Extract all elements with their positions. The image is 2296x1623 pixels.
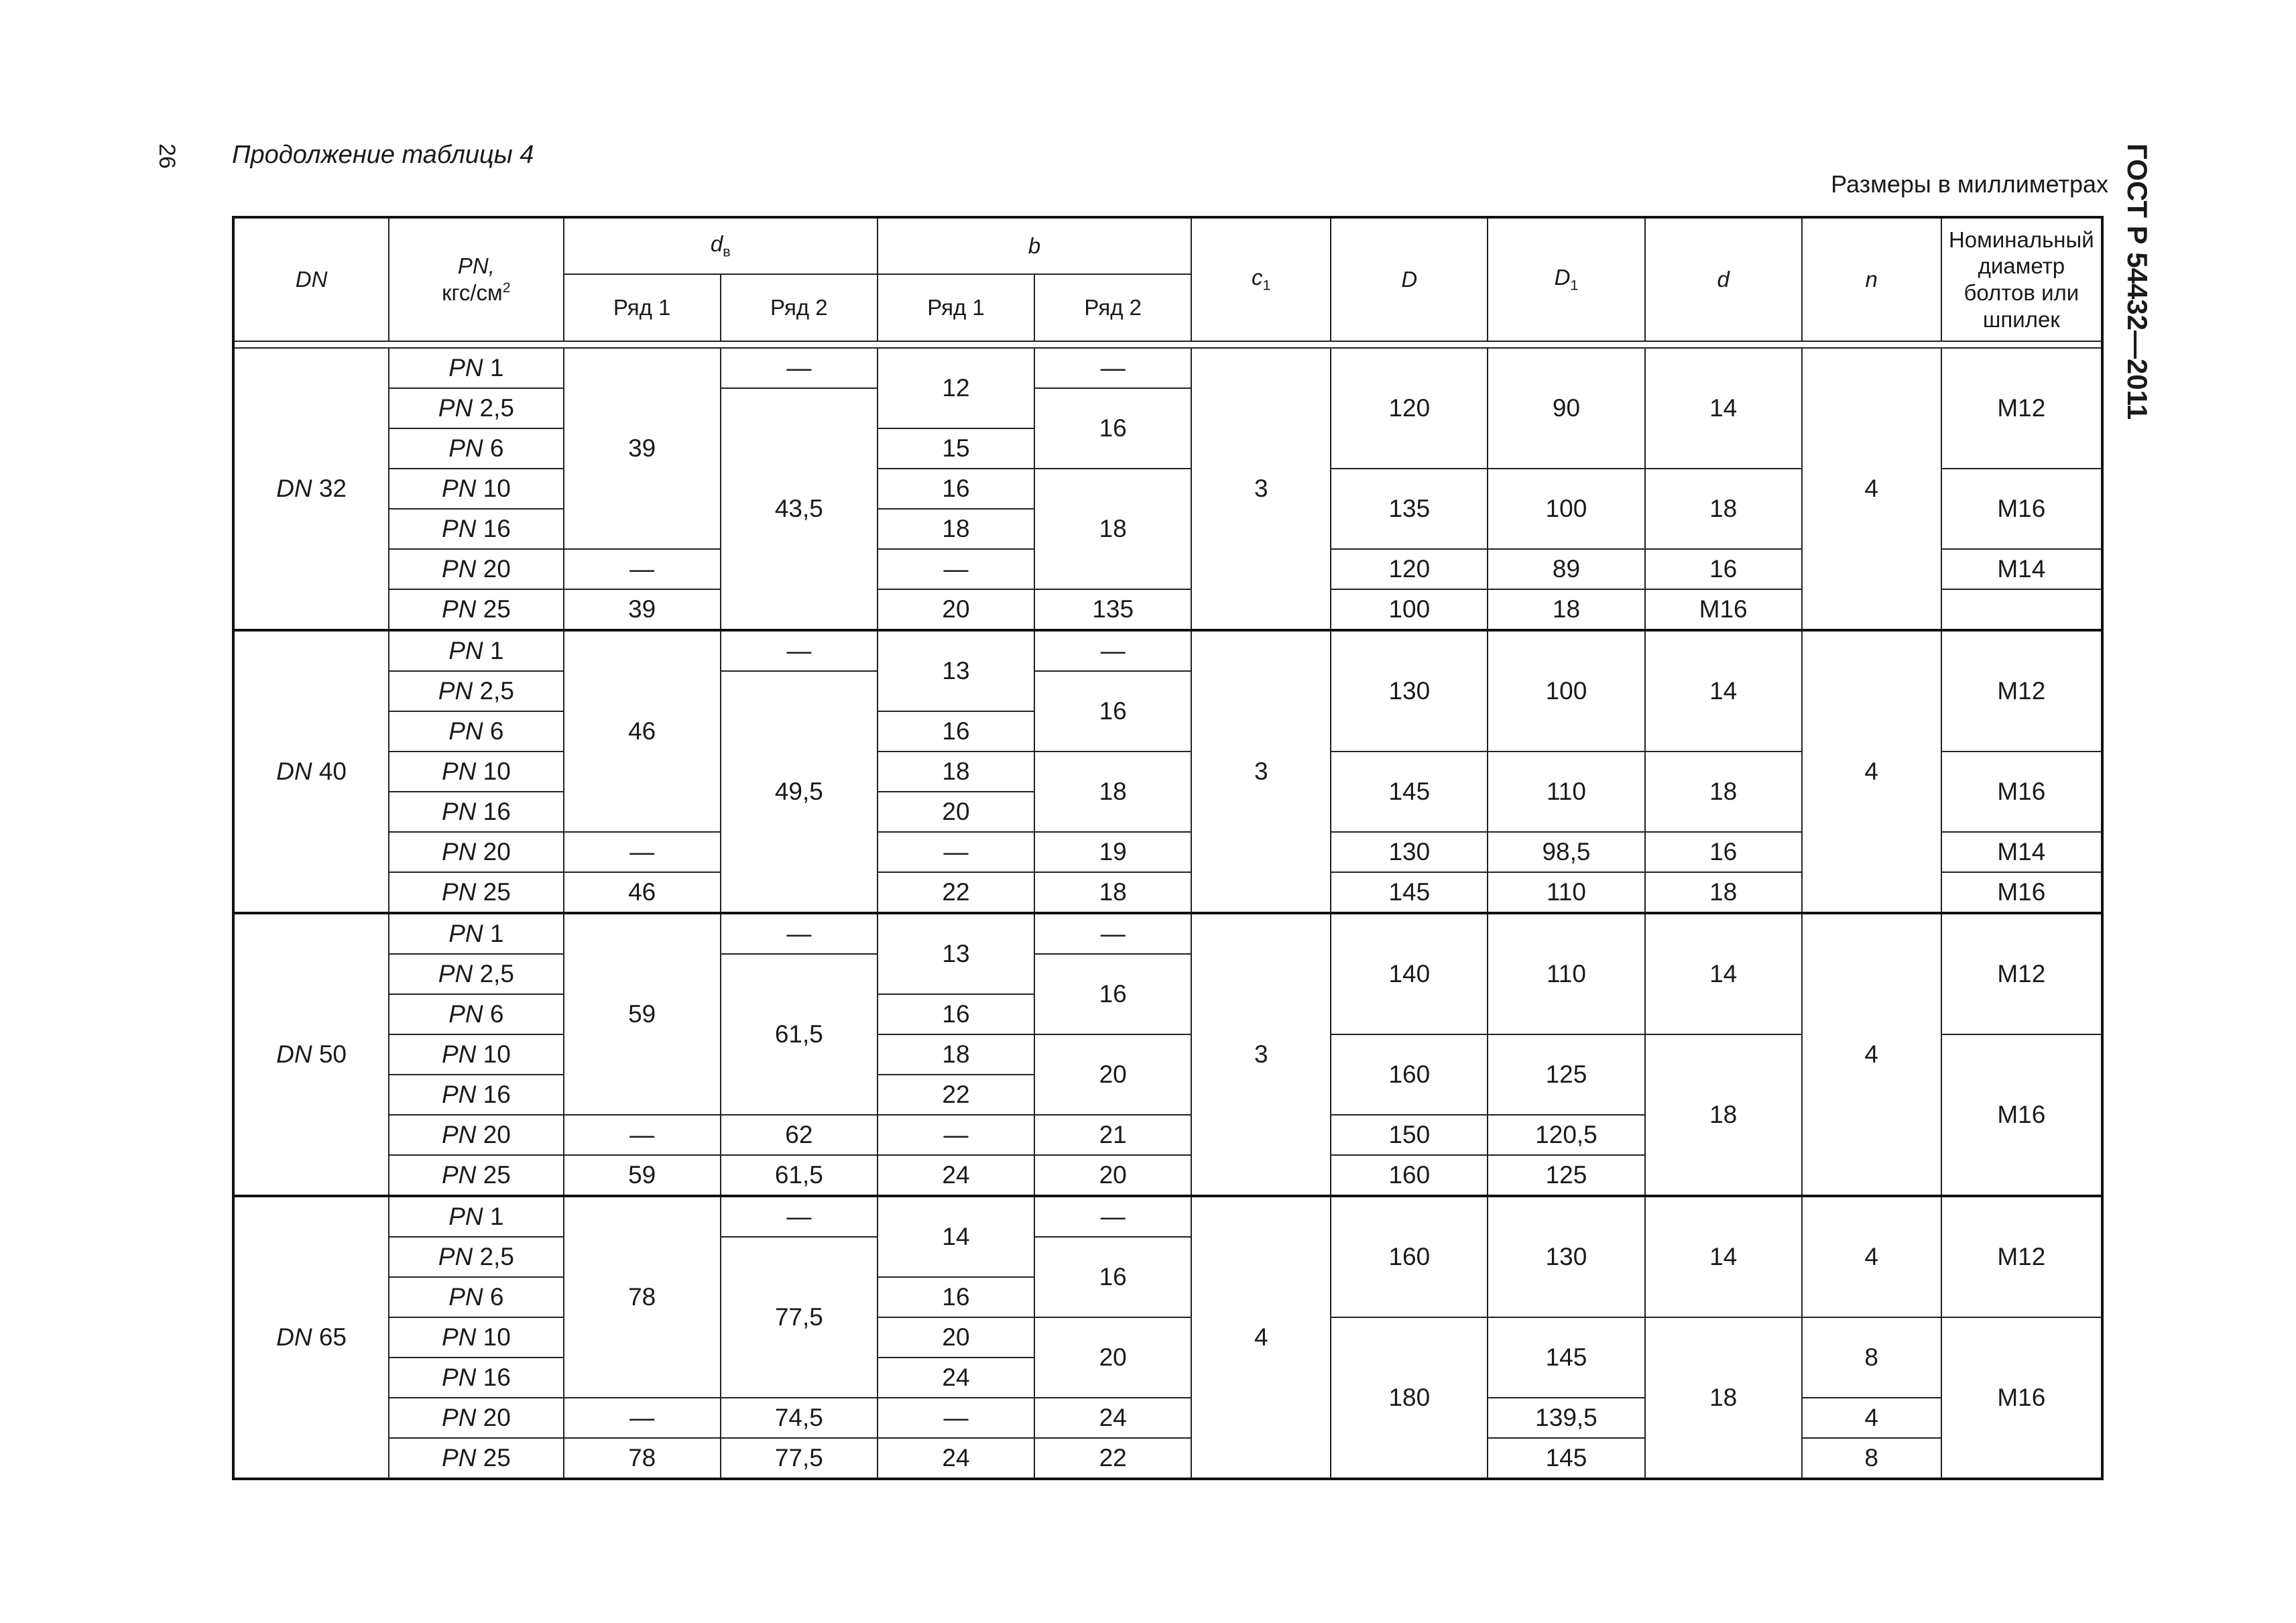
dv1-cell: 59 xyxy=(564,913,721,1115)
pn-cell xyxy=(389,589,563,630)
D1-cell: 145 xyxy=(1488,1317,1644,1398)
n-cell: 8 xyxy=(1802,1438,1941,1479)
b2-cell: 16 xyxy=(1034,1237,1191,1317)
pn-prefix: PN xyxy=(448,434,483,462)
pn-prefix: PN xyxy=(438,394,473,422)
b2-cell: — xyxy=(1034,348,1191,388)
pn-prefix: PN xyxy=(448,354,483,381)
table-row xyxy=(233,1317,2102,1358)
n-cell: 4 xyxy=(1802,1196,1941,1317)
pn-cell xyxy=(389,711,563,752)
header-dv-row2: Ряд 2 xyxy=(721,274,878,341)
pn-prefix: PN xyxy=(441,878,477,906)
b1-cell: 18 xyxy=(878,752,1034,792)
b2-cell: — xyxy=(1034,913,1191,954)
c1-cell: 4 xyxy=(1191,1196,1331,1479)
standard-designation: ГОСТ Р 54432—2011 xyxy=(2122,143,2153,420)
dv1-cell: — xyxy=(564,549,721,589)
d-cell: 14 xyxy=(1645,1196,1802,1317)
b1-cell: 16 xyxy=(878,711,1034,752)
b1-cell: 15 xyxy=(878,428,1034,469)
b1-cell: 12 xyxy=(878,348,1034,428)
b1-cell: 20 xyxy=(878,1317,1034,1358)
pn-prefix: PN xyxy=(441,1121,477,1148)
dv1-cell: 46 xyxy=(564,872,721,913)
pn-cell xyxy=(389,752,563,792)
d-cell: 16 xyxy=(1645,832,1802,872)
pn-value: 16 xyxy=(476,1081,511,1108)
header-dn: DN xyxy=(233,217,389,341)
pn-value: 2,5 xyxy=(473,960,514,987)
d-cell: 18 xyxy=(1645,872,1802,913)
D-cell: 145 xyxy=(1331,872,1488,913)
D-cell: 120 xyxy=(1331,348,1488,469)
pn-value: 20 xyxy=(476,1121,511,1148)
pn-value: 20 xyxy=(476,838,511,865)
pn-prefix: PN xyxy=(448,637,483,664)
pn-cell xyxy=(389,549,563,589)
b1-cell: 13 xyxy=(878,630,1034,711)
pn-cell xyxy=(389,671,563,711)
dv2-cell: 43,5 xyxy=(721,388,878,630)
pn-value: 6 xyxy=(483,1000,504,1028)
dv1-cell: 39 xyxy=(564,589,721,630)
pn-prefix: PN xyxy=(438,960,473,987)
pn-prefix: PN xyxy=(448,1283,483,1311)
b2-cell: 24 xyxy=(1034,1398,1191,1438)
pn-value: 10 xyxy=(476,1323,511,1351)
D-cell: 160 xyxy=(1331,1196,1488,1317)
header-separator xyxy=(233,341,2102,348)
pn-cell xyxy=(389,792,563,832)
D-cell: 150 xyxy=(1331,1115,1488,1155)
bolt-cell: М12 xyxy=(1941,913,2102,1034)
d-cell: 18 xyxy=(1645,752,1802,832)
D1-cell: 98,5 xyxy=(1488,832,1644,872)
dv2-cell: 77,5 xyxy=(721,1438,878,1479)
b2-cell: 20 xyxy=(1034,1034,1191,1115)
flange-dimensions-table xyxy=(232,216,2104,1480)
D-cell: 130 xyxy=(1331,630,1488,752)
b1-cell: 24 xyxy=(878,1358,1034,1398)
pn-cell xyxy=(389,832,563,872)
bolt-cell: М16 xyxy=(1941,872,2102,913)
header-b-row1: Ряд 1 xyxy=(878,274,1034,341)
header-dv-row1: Ряд 1 xyxy=(564,274,721,341)
c1-cell: 3 xyxy=(1191,913,1331,1196)
dv2-cell: — xyxy=(721,630,878,671)
header-n: n xyxy=(1802,217,1941,341)
pn-prefix: PN xyxy=(441,1364,477,1391)
pn-cell xyxy=(389,509,563,549)
pn-value: 10 xyxy=(476,1040,511,1068)
bolt-cell: М16 xyxy=(1941,752,2102,832)
pn-value: 25 xyxy=(476,595,511,623)
b1-cell: 22 xyxy=(878,1075,1034,1115)
b2-cell: 20 xyxy=(1034,1155,1191,1196)
D-cell: 130 xyxy=(1331,832,1488,872)
header-D1: $D_1$ xyxy=(1488,217,1644,341)
pn-value: 6 xyxy=(483,1283,504,1311)
table-caption: Продолжение таблицы 4 xyxy=(232,141,534,169)
pn-value: 1 xyxy=(483,920,504,947)
pn-prefix: PN xyxy=(448,1000,483,1028)
pn-cell xyxy=(389,1115,563,1155)
b2-cell: — xyxy=(1034,1196,1191,1237)
n-cell: 4 xyxy=(1802,913,1941,1196)
dv2-cell: — xyxy=(721,348,878,388)
bolt-cell: М16 xyxy=(1941,469,2102,549)
b2-cell: 21 xyxy=(1034,1115,1191,1155)
header-pn: PN, кгс/$см^2$ xyxy=(389,217,563,341)
D1-cell: 130 xyxy=(1488,1196,1644,1317)
pn-cell xyxy=(389,1034,563,1075)
b1-cell: 24 xyxy=(878,1155,1034,1196)
table-row xyxy=(233,913,2102,954)
header-d: d xyxy=(1645,217,1802,341)
D1-cell: 125 xyxy=(1488,1155,1644,1196)
pn-prefix: PN xyxy=(441,1444,477,1471)
d-cell: 18 xyxy=(1645,1034,1802,1196)
b2-cell: 16 xyxy=(1034,954,1191,1034)
b1-cell: 24 xyxy=(878,1438,1034,1479)
D1-cell: 139,5 xyxy=(1488,1398,1644,1438)
bolt-cell: М16 xyxy=(1645,589,1802,630)
b2-cell: 16 xyxy=(1034,671,1191,752)
pn-prefix: PN xyxy=(448,920,483,947)
D1-cell: 90 xyxy=(1488,348,1644,469)
bolt-cell: М14 xyxy=(1941,549,2102,589)
pn-value: 2,5 xyxy=(473,1243,514,1270)
pn-value: 16 xyxy=(476,1364,511,1391)
D-cell: 120 xyxy=(1331,549,1488,589)
pn-cell xyxy=(389,428,563,469)
D1-cell: 100 xyxy=(1331,589,1488,630)
D-cell: 140 xyxy=(1331,913,1488,1034)
pn-value: 1 xyxy=(483,637,504,664)
D-cell: 135 xyxy=(1034,589,1191,630)
bolt-cell: М16 xyxy=(1941,1317,2102,1479)
table-row xyxy=(233,1196,2102,1237)
D-cell: 135 xyxy=(1331,469,1488,549)
b2-cell: 18 xyxy=(1034,872,1191,913)
header-bolt-diameter: Номинальный диаметр болтов или шпилек xyxy=(1941,217,2102,341)
b1-cell: 20 xyxy=(878,792,1034,832)
pn-cell xyxy=(389,1358,563,1398)
dv2-cell: — xyxy=(721,1196,878,1237)
pn-prefix: PN xyxy=(441,1404,477,1431)
pn-value: 10 xyxy=(476,758,511,785)
D1-cell: 120,5 xyxy=(1488,1115,1644,1155)
b1-cell: 22 xyxy=(878,872,1034,913)
d-cell: 16 xyxy=(1645,549,1802,589)
header-D: D xyxy=(1331,217,1488,341)
pn-prefix: PN xyxy=(441,1040,477,1068)
bolt-cell: М12 xyxy=(1941,348,2102,469)
table-row xyxy=(233,1398,2102,1438)
b1-cell: 16 xyxy=(878,994,1034,1034)
pn-value: 25 xyxy=(476,1161,511,1189)
b1-cell: 14 xyxy=(878,1196,1034,1277)
units-note: Размеры в миллиметрах xyxy=(1831,170,2108,198)
b2-cell: 22 xyxy=(1034,1438,1191,1479)
header-c1: $c_1$ xyxy=(1191,217,1331,341)
dv1-cell: 78 xyxy=(564,1438,721,1479)
D1-cell: 89 xyxy=(1488,549,1644,589)
n-cell: 4 xyxy=(1802,348,1941,630)
D-cell: 180 xyxy=(1331,1317,1488,1479)
bolt-cell: М12 xyxy=(1941,630,2102,752)
dv1-cell: 46 xyxy=(564,630,721,832)
D1-cell: 110 xyxy=(1488,752,1644,832)
pn-cell xyxy=(389,913,563,954)
d-cell: 14 xyxy=(1645,630,1802,752)
pn-cell xyxy=(389,348,563,388)
dv1-cell: — xyxy=(564,832,721,872)
n-cell: 4 xyxy=(1802,1398,1941,1438)
pn-value: 6 xyxy=(483,717,504,745)
dn-cell: DN 65 xyxy=(233,1196,389,1479)
d-cell: 18 xyxy=(1488,589,1644,630)
dn-cell: DN 50 xyxy=(233,913,389,1196)
pn-cell xyxy=(389,630,563,671)
bolt-cell: М12 xyxy=(1941,1196,2102,1317)
pn-prefix: PN xyxy=(441,1323,477,1351)
pn-value: 20 xyxy=(476,1404,511,1431)
pn-value: 20 xyxy=(476,555,511,583)
b1-cell: 13 xyxy=(878,913,1034,994)
header-b: b xyxy=(878,217,1191,274)
n-cell: 4 xyxy=(1802,630,1941,913)
dv2-cell: 77,5 xyxy=(721,1237,878,1398)
b2-cell: 20 xyxy=(1034,1317,1191,1398)
D1-cell: 100 xyxy=(1488,469,1644,549)
pn-value: 2,5 xyxy=(473,394,514,422)
c1-cell: 3 xyxy=(1191,348,1331,630)
pn-cell xyxy=(389,1317,563,1358)
pn-cell xyxy=(389,994,563,1034)
pn-value: 25 xyxy=(476,878,511,906)
table-row xyxy=(233,348,2102,388)
pn-value: 2,5 xyxy=(473,677,514,705)
pn-prefix: PN xyxy=(438,677,473,705)
pn-value: 16 xyxy=(476,515,511,542)
dv1-cell: 78 xyxy=(564,1196,721,1398)
D1-cell: 100 xyxy=(1488,630,1644,752)
d-cell: 14 xyxy=(1645,913,1802,1034)
D1-cell: 110 xyxy=(1488,913,1644,1034)
n-cell: 8 xyxy=(1802,1317,1941,1398)
d-cell: 18 xyxy=(1645,469,1802,549)
b2-cell: 18 xyxy=(1034,469,1191,589)
pn-value: 1 xyxy=(483,354,504,381)
b1-cell: — xyxy=(878,1115,1034,1155)
pn-cell xyxy=(389,1277,563,1317)
pn-cell xyxy=(389,1237,563,1277)
d-cell: 14 xyxy=(1645,348,1802,469)
dv2-cell: 61,5 xyxy=(721,1155,878,1196)
D-cell: 160 xyxy=(1331,1034,1488,1115)
pn-value: 25 xyxy=(476,1444,511,1471)
dv2-cell: 74,5 xyxy=(721,1398,878,1438)
pn-prefix: PN xyxy=(441,555,477,583)
pn-cell xyxy=(389,469,563,509)
dv1-cell: — xyxy=(564,1115,721,1155)
pn-value: 6 xyxy=(483,434,504,462)
pn-prefix: PN xyxy=(441,475,477,502)
c1-cell: 3 xyxy=(1191,630,1331,913)
D-cell: 145 xyxy=(1331,752,1488,832)
b2-cell: 18 xyxy=(1034,752,1191,832)
d-cell: 18 xyxy=(1645,1317,1802,1479)
pn-cell xyxy=(389,1196,563,1237)
pn-cell xyxy=(389,1438,563,1479)
bolt-cell: М16 xyxy=(1941,1034,2102,1196)
pn-value: 16 xyxy=(476,798,511,825)
b2-cell: — xyxy=(1034,630,1191,671)
pn-cell xyxy=(389,1075,563,1115)
pn-cell xyxy=(389,1155,563,1196)
pn-prefix: PN xyxy=(441,1161,477,1189)
dv2-cell: 49,5 xyxy=(721,671,878,913)
dv2-cell: 62 xyxy=(721,1115,878,1155)
pn-prefix: PN xyxy=(448,717,483,745)
b1-cell: 18 xyxy=(878,509,1034,549)
b1-cell: 16 xyxy=(878,469,1034,509)
dn-cell: DN 40 xyxy=(233,630,389,913)
pn-value: 1 xyxy=(483,1203,504,1230)
D1-cell: 125 xyxy=(1488,1034,1644,1115)
dv1-cell: 39 xyxy=(564,348,721,549)
pn-value: 10 xyxy=(476,475,511,502)
pn-prefix: PN xyxy=(441,758,477,785)
b1-cell: — xyxy=(878,1398,1034,1438)
D-cell: 160 xyxy=(1331,1155,1488,1196)
page-number: 26 xyxy=(154,143,180,169)
pn-prefix: PN xyxy=(441,1081,477,1108)
header-b-row2: Ряд 2 xyxy=(1034,274,1191,341)
pn-cell xyxy=(389,388,563,428)
dv1-cell: 59 xyxy=(564,1155,721,1196)
dn-cell: DN 32 xyxy=(233,348,389,630)
table-row xyxy=(233,630,2102,671)
dv2-cell: — xyxy=(721,913,878,954)
pn-prefix: PN xyxy=(441,595,477,623)
header-dv: $d_в$ xyxy=(564,217,878,274)
pn-prefix: PN xyxy=(441,515,477,542)
b2-cell: 19 xyxy=(1034,832,1191,872)
pn-prefix: PN xyxy=(441,798,477,825)
pn-prefix: PN xyxy=(441,838,477,865)
pn-cell xyxy=(389,954,563,994)
b1-cell: — xyxy=(878,549,1034,589)
dv2-cell: 61,5 xyxy=(721,954,878,1115)
b1-cell: 16 xyxy=(878,1277,1034,1317)
pn-prefix: PN xyxy=(438,1243,473,1270)
pn-cell xyxy=(389,872,563,913)
D1-cell: 145 xyxy=(1488,1438,1644,1479)
D1-cell: 110 xyxy=(1488,872,1644,913)
b2-cell: 16 xyxy=(1034,388,1191,469)
pn-cell xyxy=(389,1398,563,1438)
bolt-cell: М14 xyxy=(1941,832,2102,872)
b1-cell: 20 xyxy=(878,589,1034,630)
b1-cell: — xyxy=(878,832,1034,872)
dv1-cell: — xyxy=(564,1398,721,1438)
b1-cell: 18 xyxy=(878,1034,1034,1075)
table-row xyxy=(233,1438,2102,1479)
pn-prefix: PN xyxy=(448,1203,483,1230)
